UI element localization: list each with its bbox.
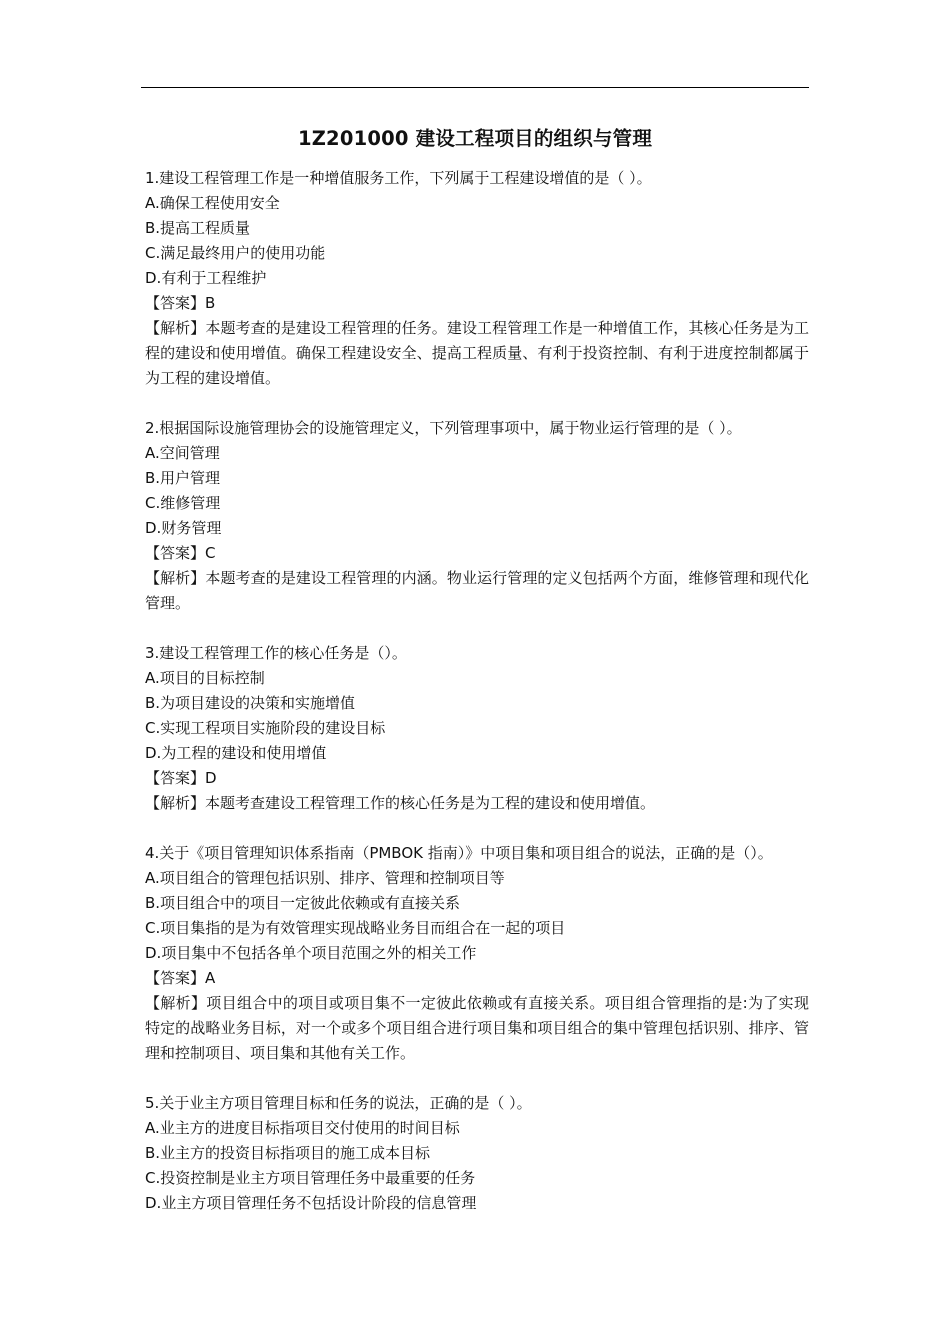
option-d: D.财务管理 (145, 519, 222, 537)
question-2 (145, 416, 809, 616)
option-a: A.业主方的进度目标指项目交付使用的时间目标 (145, 1119, 460, 1137)
answer: 【答案】B (145, 294, 216, 312)
question-stem: 1.建设工程管理工作是一种增值服务工作，下列属于工程建设增值的是（ ）。 (145, 169, 652, 187)
question-stem: 4.关于《项目管理知识体系指南（PMBOK 指南）》中项目集和项目组合的说法，正确的是（）。 (145, 844, 773, 862)
explanation: 【解析】项目组合中的项目或项目集不一定彼此依赖或有直接关系。项目组合管理指的是:为了实现特定的战略业务目标，对一个或多个项目组合进行项目集和项目组合的集中管理包括识别、排序、管理和控制项目、项目集和其他有关工作。 (145, 994, 809, 1062)
answer: 【答案】D (145, 769, 217, 787)
option-a: A.项目组合的管理包括识别、排序、管理和控制项目等 (145, 869, 505, 887)
question-4 (145, 841, 809, 1066)
option-b: B.为项目建设的决策和实施增值 (145, 694, 356, 712)
option-d: D.业主方项目管理任务不包括设计阶段的信息管理 (145, 1194, 477, 1212)
question-3 (145, 641, 809, 816)
explanation: 【解析】本题考查的是建设工程管理的内涵。物业运行管理的定义包括两个方面，维修管理和现代化管理。 (145, 569, 809, 612)
option-d: D.有利于工程维护 (145, 269, 267, 287)
header-rule (141, 87, 809, 88)
question-stem: 2.根据国际设施管理协会的设施管理定义，下列管理事项中，属于物业运行管理的是（ ）。 (145, 419, 742, 437)
question-stem: 3.建设工程管理工作的核心任务是（）。 (145, 644, 407, 662)
option-b: B.提高工程质量 (145, 219, 251, 237)
option-d: D.项目集中不包括各单个项目范围之外的相关工作 (145, 944, 477, 962)
option-c: C.实现工程项目实施阶段的建设目标 (145, 719, 386, 737)
option-b: B.项目组合中的项目一定彼此依赖或有直接关系 (145, 894, 461, 912)
answer: 【答案】A (145, 969, 216, 987)
option-a: A.确保工程使用安全 (145, 194, 280, 212)
question-5 (145, 1091, 809, 1216)
question-list (145, 166, 809, 1216)
option-a: A.空间管理 (145, 444, 220, 462)
option-c: C.投资控制是业主方项目管理任务中最重要的任务 (145, 1169, 476, 1187)
question-stem: 5.关于业主方项目管理目标和任务的说法，正确的是（ ）。 (145, 1094, 532, 1112)
option-b: B.业主方的投资目标指项目的施工成本目标 (145, 1144, 431, 1162)
option-c: C.项目集指的是为有效管理实现战略业务目而组合在一起的项目 (145, 919, 566, 937)
answer: 【答案】C (145, 544, 216, 562)
explanation: 【解析】本题考查的是建设工程管理的任务。建设工程管理工作是一种增值工作，其核心任务是为工程的建设和使用增值。确保工程建设安全、提高工程质量、有利于投资控制、有利于进度控制都属于为工程的建设增值。 (145, 319, 809, 387)
option-a: A.项目的目标控制 (145, 669, 265, 687)
option-b: B.用户管理 (145, 469, 221, 487)
page-title: 1Z201000 建设工程项目的组织与管理 (297, 127, 653, 150)
option-c: C.满足最终用户的使用功能 (145, 244, 326, 262)
option-c: C.维修管理 (145, 494, 221, 512)
question-1 (145, 166, 809, 391)
option-d: D.为工程的建设和使用增值 (145, 744, 327, 762)
explanation: 【解析】本题考查建设工程管理工作的核心任务是为工程的建设和使用增值。 (145, 794, 656, 812)
